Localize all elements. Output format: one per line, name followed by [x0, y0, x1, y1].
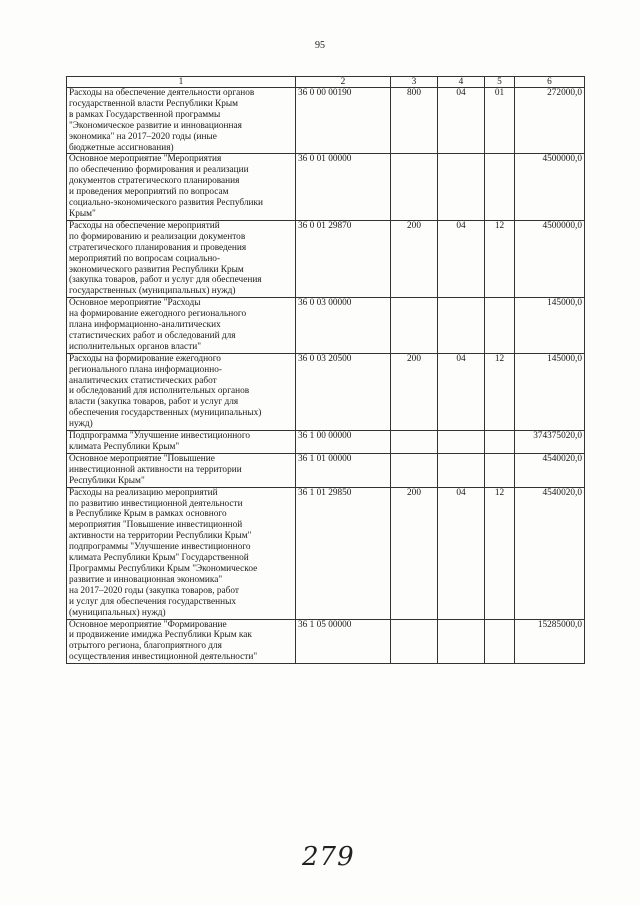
row-subsection: [485, 298, 515, 354]
row-expense-type: [391, 431, 438, 454]
row-section: 04: [438, 88, 485, 154]
row-name-line: отрытого региона, благоприятного для: [69, 641, 222, 652]
row-section: [438, 619, 485, 664]
row-code: 36 0 01 29870: [296, 220, 391, 297]
row-name-line: документов стратегического планирования: [69, 176, 240, 187]
row-name-line: Основное мероприятие "Мероприятия: [69, 154, 222, 165]
row-name-line: мероприятия "Повышение инвестиционной: [69, 520, 243, 531]
row-name-line: и обследований для исполнительных органов: [69, 386, 250, 397]
row-name-line: и продвижение имиджа Республики Крым как: [69, 630, 252, 641]
row-name-line: по формированию и реализации документов: [69, 231, 246, 242]
row-expense-type: 200: [391, 220, 438, 297]
row-sum: 374375020,0: [515, 431, 585, 454]
row-name-line: подпрограммы "Улучшение инвестиционного: [69, 542, 251, 553]
row-name-line: Подпрограмма "Улучшение инвестиционного: [69, 431, 251, 442]
row-section: [438, 453, 485, 487]
row-subsection: [485, 431, 515, 454]
row-name-line: Расходы на формирование ежегодного: [69, 353, 221, 364]
row-name-line: инвестиционной активности на территории: [69, 464, 242, 475]
row-sum: 272000,0: [515, 88, 585, 154]
row-expense-type: 200: [391, 353, 438, 430]
row-name-line: государственной власти Республики Крым: [69, 98, 239, 109]
row-sum: 4500000,0: [515, 154, 585, 220]
row-name-line: по обеспечению формирования и реализации: [69, 165, 249, 176]
row-name-line: власти (закупка товаров, работ и услуг для: [69, 397, 239, 408]
row-code: 36 0 03 00000: [296, 298, 391, 354]
table-row: [67, 88, 585, 154]
row-code: 36 1 00 00000: [296, 431, 391, 454]
header-col-2: 2: [296, 77, 391, 88]
row-name-line: исполнительных органов власти": [69, 341, 202, 352]
row-code: 36 1 01 00000: [296, 453, 391, 487]
row-code: 36 0 00 00190: [296, 88, 391, 154]
row-sum: 145000,0: [515, 353, 585, 430]
row-code: 36 1 05 00000: [296, 619, 391, 664]
row-subsection: [485, 154, 515, 220]
row-name-line: Расходы на обеспечение мероприятий: [69, 220, 220, 231]
row-name: [67, 220, 296, 297]
row-name-line: по развитию инвестиционной деятельности: [69, 498, 243, 509]
row-name-line: в рамках Государственной программы: [69, 109, 221, 120]
row-name: [67, 154, 296, 220]
row-name: [67, 431, 296, 454]
row-name-line: "Экономическое развитие и инновационная: [69, 120, 242, 131]
row-name-line: регионального плана информационно-: [69, 364, 222, 375]
table-row: [67, 154, 585, 220]
row-name-line: экономика" на 2017–2020 годы (иные: [69, 131, 217, 142]
row-name-line: осуществления инвестиционной деятельности": [69, 652, 258, 663]
row-name-line: экономического развития Республики Крым: [69, 264, 244, 275]
row-sum: 4540020,0: [515, 453, 585, 487]
row-name-line: обеспечения государственных (муниципальных): [69, 408, 262, 419]
header-col-1: 1: [67, 77, 296, 88]
row-subsection: [485, 619, 515, 664]
handwritten-page-number: 279: [302, 842, 355, 872]
header-row: [67, 77, 585, 88]
row-sum: 145000,0: [515, 298, 585, 354]
row-code: 36 0 03 20500: [296, 353, 391, 430]
row-name-line: и проведения мероприятий по вопросам: [69, 187, 229, 198]
row-name-line: на 2017–2020 годы (закупка товаров, работ: [69, 585, 239, 596]
row-expense-type: 200: [391, 487, 438, 619]
row-name-line: Программы Республики Крым "Экономическое: [69, 563, 258, 574]
row-name-line: Основное мероприятие "Расходы: [69, 298, 201, 309]
row-name-line: климата Республики Крым": [69, 442, 180, 452]
row-section: [438, 431, 485, 454]
row-name: [67, 453, 296, 487]
table-row: [67, 453, 585, 487]
table-row: [67, 353, 585, 430]
row-name: [67, 487, 296, 619]
row-subsection: 12: [485, 353, 515, 430]
row-name-line: государственных (муниципальных) нужд): [69, 286, 236, 297]
row-name-line: (закупка товаров, работ и услуг для обеспечения: [69, 275, 262, 286]
table-row: [67, 619, 585, 664]
row-subsection: [485, 453, 515, 487]
row-name: [67, 619, 296, 664]
row-expense-type: [391, 298, 438, 354]
row-name: [67, 353, 296, 430]
table-row: [67, 220, 585, 297]
row-name-line: активности на территории Республики Крым": [69, 531, 252, 542]
budget-table: [66, 76, 585, 664]
row-section: 04: [438, 220, 485, 297]
header-col-4: 4: [438, 77, 485, 88]
row-section: 04: [438, 487, 485, 619]
row-code: 36 1 01 29850: [296, 487, 391, 619]
row-expense-type: 800: [391, 88, 438, 154]
row-subsection: 01: [485, 88, 515, 154]
row-name-line: социально-экономического развития Республики: [69, 198, 264, 209]
row-subsection: 12: [485, 487, 515, 619]
row-expense-type: [391, 619, 438, 664]
row-name-line: стратегического планирования и проведения: [69, 242, 247, 253]
row-name-line: мероприятий по вопросам социально-: [69, 253, 221, 264]
row-name-line: статистических работ и обследований для: [69, 330, 236, 341]
row-name-line: в Республике Крым в рамках основного: [69, 509, 227, 520]
table-body: [67, 88, 585, 664]
row-name: [67, 88, 296, 154]
row-name-line: Основное мероприятие "Формирование: [69, 619, 227, 630]
row-name-line: климата Республики Крым" Государственной: [69, 553, 249, 564]
row-name-line: Расходы на реализацию мероприятий: [69, 487, 218, 498]
row-name: [67, 298, 296, 354]
row-name-line: Расходы на обеспечение деятельности органов: [69, 88, 255, 98]
row-section: [438, 154, 485, 220]
row-section: 04: [438, 353, 485, 430]
row-expense-type: [391, 154, 438, 220]
header-col-3: 3: [391, 77, 438, 88]
row-sum: 4540020,0: [515, 487, 585, 619]
row-sum: 15285000,0: [515, 619, 585, 664]
row-name-line: Основное мероприятие "Повышение: [69, 453, 215, 464]
header-col-5: 5: [485, 77, 515, 88]
table-row: [67, 487, 585, 619]
row-expense-type: [391, 453, 438, 487]
page-number: 95: [315, 40, 325, 51]
table-row: [67, 298, 585, 354]
row-sum: 4500000,0: [515, 220, 585, 297]
row-name-line: и услуг для обеспечения государственных: [69, 596, 236, 607]
row-name-line: Крым": [69, 208, 96, 219]
row-name-line: на формирование ежегодного регионального: [69, 309, 247, 320]
header-col-6: 6: [515, 77, 585, 88]
row-name-line: плана информационно-аналитических: [69, 320, 221, 331]
row-name-line: бюджетные ассигнования): [69, 142, 174, 153]
row-name-line: аналитических статистических работ: [69, 375, 217, 386]
row-name-line: (муниципальных) нужд): [69, 607, 166, 618]
row-code: 36 0 01 00000: [296, 154, 391, 220]
row-section: [438, 298, 485, 354]
row-name-line: нужд): [69, 419, 93, 430]
row-name-line: Республики Крым": [69, 475, 145, 486]
row-name-line: развитие и инновационная экономика": [69, 574, 223, 585]
row-subsection: 12: [485, 220, 515, 297]
table-row: [67, 431, 585, 454]
